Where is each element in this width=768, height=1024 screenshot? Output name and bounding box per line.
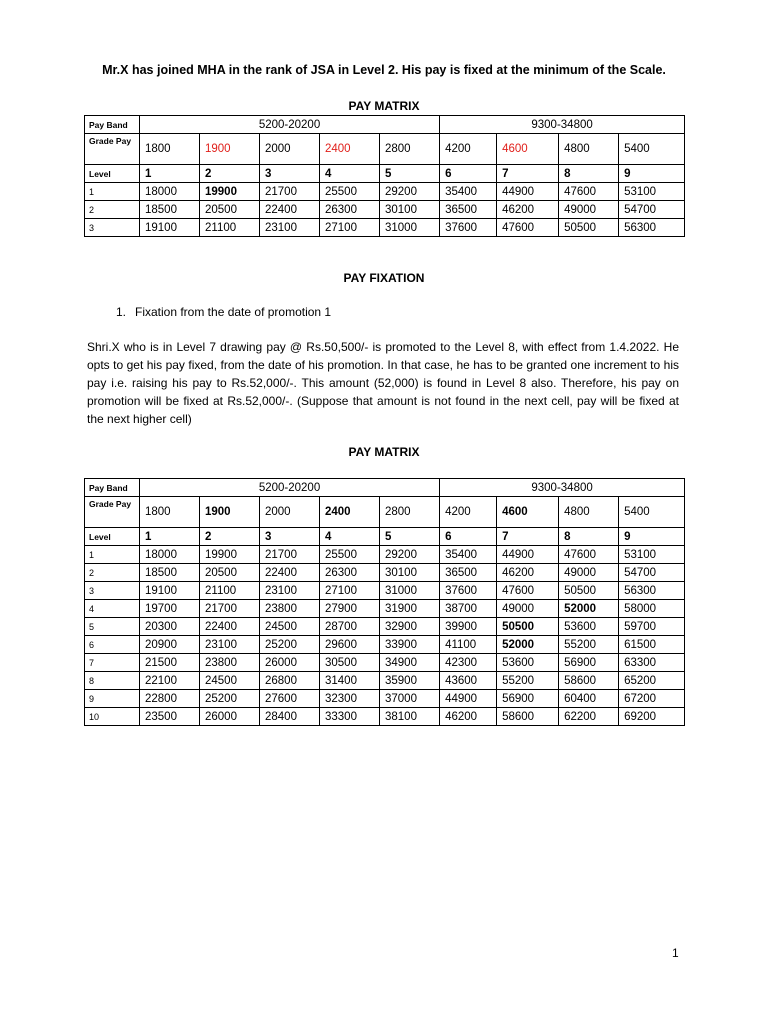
pay-value-cell: 55200 — [497, 672, 559, 690]
pay-value-cell: 36500 — [440, 564, 497, 582]
pay-value-cell: 54700 — [619, 564, 685, 582]
pay-matrix-heading-1: PAY MATRIX — [348, 99, 420, 113]
grade-pay-cell: 5400 — [619, 497, 685, 528]
list-item-number: 1. — [116, 305, 127, 319]
pay-value-cell: 49000 — [497, 600, 559, 618]
pay-value-cell: 53600 — [497, 654, 559, 672]
pay-value-cell: 26000 — [200, 708, 260, 726]
pay-value-cell: 27100 — [320, 219, 380, 237]
grade-pay-cell: 1800 — [140, 134, 200, 165]
pay-value-cell: 21700 — [200, 600, 260, 618]
pay-matrix-row — [85, 672, 685, 690]
pay-band-label: Pay Band — [85, 116, 140, 134]
pay-value-cell: 47600 — [497, 582, 559, 600]
pay-value-cell: 21100 — [200, 582, 260, 600]
pay-value-cell: 58600 — [497, 708, 559, 726]
row-index-cell: 4 — [85, 600, 140, 618]
pay-value-cell: 25200 — [260, 636, 320, 654]
page-number: 1 — [672, 946, 679, 960]
pay-value-cell: 44900 — [497, 183, 559, 201]
pay-value-cell: 33900 — [380, 636, 440, 654]
pay-matrix-row — [85, 708, 685, 726]
pay-value-cell: 30500 — [320, 654, 380, 672]
level-label: Level — [85, 528, 140, 546]
pay-value-cell: 18000 — [140, 546, 200, 564]
pay-value-cell: 18500 — [140, 201, 200, 219]
pay-value-cell: 42300 — [440, 654, 497, 672]
pay-value-cell: 27900 — [320, 600, 380, 618]
pay-matrix-body-1 — [85, 183, 685, 237]
pay-value-cell: 37000 — [380, 690, 440, 708]
row-index-cell: 5 — [85, 618, 140, 636]
pay-value-cell: 19900 — [200, 546, 260, 564]
grade-pay-cell: 2800 — [380, 497, 440, 528]
pay-value-cell: 22800 — [140, 690, 200, 708]
pay-value-cell: 22400 — [260, 201, 320, 219]
level-cell: 2 — [200, 528, 260, 546]
pay-value-cell: 67200 — [619, 690, 685, 708]
pay-value-cell: 54700 — [619, 201, 685, 219]
level-cell: 5 — [380, 528, 440, 546]
pay-value-cell: 24500 — [200, 672, 260, 690]
pay-value-cell: 58000 — [619, 600, 685, 618]
level-cell: 1 — [140, 165, 200, 183]
fixation-paragraph: Shri.X who is in Level 7 drawing pay @ Rs.50,500/- is promoted to the Level 8, with effect from 1.4.2022. He opts to get his pay fixed, from the date of his promotion. In that case, he has to be granted one increment to his pay i.e. raising his pay to Rs.52,000/-. This amount (52,000) is found in Level 8 also. Therefore, his pay on promotion will be fixed at Rs.52,000/-. (Suppose that amount is not found in the next cell, pay will be fixed at the next higher cell) — [87, 340, 679, 426]
level-cell: 7 — [497, 528, 559, 546]
pay-matrix-row — [85, 600, 685, 618]
pay-band-cell: 5200-20200 — [140, 116, 440, 134]
pay-value-cell: 25500 — [320, 546, 380, 564]
row-index-cell: 2 — [85, 564, 140, 582]
pay-value-cell: 24500 — [260, 618, 320, 636]
pay-matrix-row — [85, 546, 685, 564]
pay-value-cell: 22100 — [140, 672, 200, 690]
pay-value-cell: 19900 — [200, 183, 260, 201]
pay-value-cell: 50500 — [559, 219, 619, 237]
pay-value-cell: 18000 — [140, 183, 200, 201]
level-cell: 9 — [619, 528, 685, 546]
row-index-cell: 6 — [85, 636, 140, 654]
pay-value-cell: 26800 — [260, 672, 320, 690]
level-row — [85, 528, 685, 546]
pay-band-row — [85, 479, 685, 497]
level-cell: 3 — [260, 165, 320, 183]
list-item-text: Fixation from the date of promotion 1 — [135, 305, 332, 319]
pay-band-cell: 5200-20200 — [140, 479, 440, 497]
pay-value-cell: 28700 — [320, 618, 380, 636]
pay-value-cell: 31400 — [320, 672, 380, 690]
pay-value-cell: 46200 — [440, 708, 497, 726]
pay-value-cell: 65200 — [619, 672, 685, 690]
pay-matrix-row — [85, 219, 685, 237]
pay-value-cell: 62200 — [559, 708, 619, 726]
level-cell: 7 — [497, 165, 559, 183]
pay-value-cell: 52000 — [497, 636, 559, 654]
grade-pay-cell: 1900 — [200, 497, 260, 528]
level-cell: 9 — [619, 165, 685, 183]
grade-pay-label: Grade Pay — [85, 497, 140, 528]
row-index-cell: 1 — [85, 183, 140, 201]
pay-value-cell: 43600 — [440, 672, 497, 690]
pay-value-cell: 20300 — [140, 618, 200, 636]
row-index-cell: 10 — [85, 708, 140, 726]
pay-value-cell: 55200 — [559, 636, 619, 654]
pay-value-cell: 46200 — [497, 564, 559, 582]
grade-pay-cell-highlighted: 2400 — [320, 134, 380, 165]
row-index-cell: 7 — [85, 654, 140, 672]
grade-pay-cell: 1800 — [140, 497, 200, 528]
pay-value-cell: 23100 — [260, 582, 320, 600]
pay-value-cell: 41100 — [440, 636, 497, 654]
pay-value-cell: 23100 — [260, 219, 320, 237]
pay-matrix-row — [85, 618, 685, 636]
pay-value-cell: 38700 — [440, 600, 497, 618]
pay-value-cell: 60400 — [559, 690, 619, 708]
pay-value-cell: 56300 — [619, 582, 685, 600]
row-index-cell: 8 — [85, 672, 140, 690]
grade-pay-label: Grade Pay — [85, 134, 140, 165]
pay-matrix-heading-2: PAY MATRIX — [348, 445, 420, 459]
pay-value-cell: 28400 — [260, 708, 320, 726]
row-index-cell: 9 — [85, 690, 140, 708]
pay-value-cell: 23800 — [200, 654, 260, 672]
pay-value-cell: 19700 — [140, 600, 200, 618]
pay-value-cell: 23500 — [140, 708, 200, 726]
grade-pay-cell: 2800 — [380, 134, 440, 165]
pay-matrix-body-2 — [85, 546, 685, 726]
pay-value-cell: 20900 — [140, 636, 200, 654]
grade-pay-cell: 2000 — [260, 497, 320, 528]
pay-matrix-row — [85, 690, 685, 708]
pay-value-cell: 47600 — [497, 219, 559, 237]
level-cell: 5 — [380, 165, 440, 183]
pay-fixation-heading: PAY FIXATION — [343, 271, 425, 285]
pay-value-cell: 30100 — [380, 201, 440, 219]
level-cell: 2 — [200, 165, 260, 183]
pay-band-cell: 9300-34800 — [440, 116, 685, 134]
pay-value-cell: 23800 — [260, 600, 320, 618]
pay-value-cell: 20500 — [200, 564, 260, 582]
pay-value-cell: 35900 — [380, 672, 440, 690]
pay-value-cell: 34900 — [380, 654, 440, 672]
pay-value-cell: 37600 — [440, 582, 497, 600]
pay-band-cell: 9300-34800 — [440, 479, 685, 497]
pay-value-cell: 38100 — [380, 708, 440, 726]
pay-value-cell: 31900 — [380, 600, 440, 618]
level-cell: 8 — [559, 528, 619, 546]
grade-pay-cell-highlighted: 1900 — [200, 134, 260, 165]
pay-value-cell: 61500 — [619, 636, 685, 654]
pay-matrix-row — [85, 582, 685, 600]
grade-pay-cell: 5400 — [619, 134, 685, 165]
level-cell: 1 — [140, 528, 200, 546]
pay-value-cell: 69200 — [619, 708, 685, 726]
row-index-cell: 3 — [85, 582, 140, 600]
pay-value-cell: 53100 — [619, 183, 685, 201]
pay-matrix-table-1 — [84, 115, 685, 237]
pay-value-cell: 47600 — [559, 546, 619, 564]
level-cell: 8 — [559, 165, 619, 183]
pay-value-cell: 21500 — [140, 654, 200, 672]
pay-value-cell: 56300 — [619, 219, 685, 237]
pay-value-cell: 32300 — [320, 690, 380, 708]
grade-pay-cell: 4800 — [559, 497, 619, 528]
grade-pay-cell: 4600 — [497, 497, 559, 528]
pay-value-cell: 29200 — [380, 183, 440, 201]
pay-value-cell: 29200 — [380, 546, 440, 564]
pay-value-cell: 19100 — [140, 582, 200, 600]
level-cell: 6 — [440, 165, 497, 183]
pay-value-cell: 33300 — [320, 708, 380, 726]
pay-matrix-row — [85, 201, 685, 219]
pay-value-cell: 56900 — [497, 690, 559, 708]
pay-value-cell: 63300 — [619, 654, 685, 672]
pay-value-cell: 31000 — [380, 219, 440, 237]
pay-matrix-row — [85, 564, 685, 582]
pay-value-cell: 53100 — [619, 546, 685, 564]
pay-value-cell: 25200 — [200, 690, 260, 708]
pay-value-cell: 26300 — [320, 201, 380, 219]
level-cell: 3 — [260, 528, 320, 546]
grade-pay-row — [85, 134, 685, 165]
pay-value-cell: 35400 — [440, 183, 497, 201]
level-cell: 4 — [320, 528, 380, 546]
pay-value-cell: 49000 — [559, 201, 619, 219]
fixation-list-item — [116, 305, 331, 319]
pay-value-cell: 31000 — [380, 582, 440, 600]
intro-statement: Mr.X has joined MHA in the rank of JSA in Level 2. His pay is fixed at the minimum of the Scale. — [102, 63, 666, 77]
pay-value-cell: 21100 — [200, 219, 260, 237]
grade-pay-row — [85, 497, 685, 528]
pay-value-cell: 52000 — [559, 600, 619, 618]
pay-value-cell: 27100 — [320, 582, 380, 600]
pay-value-cell: 53600 — [559, 618, 619, 636]
pay-matrix-row — [85, 183, 685, 201]
pay-value-cell: 30100 — [380, 564, 440, 582]
level-cell: 6 — [440, 528, 497, 546]
grade-pay-cell: 4200 — [440, 134, 497, 165]
pay-value-cell: 18500 — [140, 564, 200, 582]
pay-value-cell: 29600 — [320, 636, 380, 654]
pay-band-label: Pay Band — [85, 479, 140, 497]
pay-value-cell: 50500 — [559, 582, 619, 600]
pay-value-cell: 46200 — [497, 201, 559, 219]
pay-value-cell: 39900 — [440, 618, 497, 636]
pay-value-cell: 44900 — [440, 690, 497, 708]
pay-value-cell: 56900 — [559, 654, 619, 672]
pay-value-cell: 27600 — [260, 690, 320, 708]
pay-value-cell: 50500 — [497, 618, 559, 636]
row-index-cell: 1 — [85, 546, 140, 564]
pay-value-cell: 26300 — [320, 564, 380, 582]
pay-value-cell: 19100 — [140, 219, 200, 237]
pay-value-cell: 21700 — [260, 546, 320, 564]
level-row — [85, 165, 685, 183]
level-cell: 4 — [320, 165, 380, 183]
pay-matrix-table-2 — [84, 478, 685, 726]
pay-value-cell: 23100 — [200, 636, 260, 654]
pay-value-cell: 21700 — [260, 183, 320, 201]
pay-value-cell: 25500 — [320, 183, 380, 201]
pay-value-cell: 36500 — [440, 201, 497, 219]
pay-value-cell: 20500 — [200, 201, 260, 219]
pay-value-cell: 26000 — [260, 654, 320, 672]
pay-band-row — [85, 116, 685, 134]
pay-value-cell: 22400 — [260, 564, 320, 582]
row-index-cell: 2 — [85, 201, 140, 219]
level-label: Level — [85, 165, 140, 183]
grade-pay-cell: 4200 — [440, 497, 497, 528]
pay-matrix-row — [85, 636, 685, 654]
pay-value-cell: 32900 — [380, 618, 440, 636]
pay-value-cell: 22400 — [200, 618, 260, 636]
grade-pay-cell: 2000 — [260, 134, 320, 165]
pay-value-cell: 59700 — [619, 618, 685, 636]
grade-pay-cell-highlighted: 4600 — [497, 134, 559, 165]
pay-value-cell: 37600 — [440, 219, 497, 237]
pay-matrix-row — [85, 654, 685, 672]
pay-value-cell: 44900 — [497, 546, 559, 564]
pay-value-cell: 35400 — [440, 546, 497, 564]
pay-value-cell: 47600 — [559, 183, 619, 201]
grade-pay-cell: 2400 — [320, 497, 380, 528]
grade-pay-cell: 4800 — [559, 134, 619, 165]
pay-value-cell: 49000 — [559, 564, 619, 582]
row-index-cell: 3 — [85, 219, 140, 237]
pay-value-cell: 58600 — [559, 672, 619, 690]
